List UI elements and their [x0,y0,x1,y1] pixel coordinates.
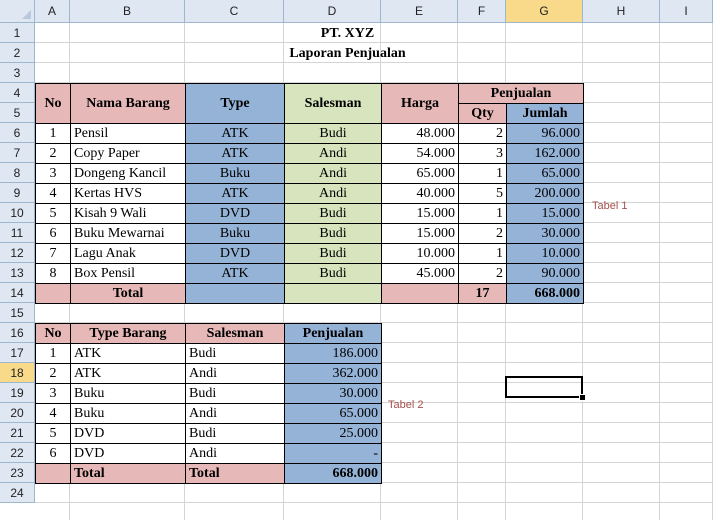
row-header[interactable]: 15 [0,303,35,323]
row-header[interactable]: 21 [0,423,35,443]
table1-jumlah-cell[interactable]: 162.000 [506,143,584,164]
table1-no-cell[interactable]: 4 [35,183,71,204]
row-header[interactable]: 4 [0,83,35,103]
table1-nama-cell[interactable]: Copy Paper [70,143,186,164]
row-header[interactable]: 8 [0,163,35,183]
row-header[interactable]: 17 [0,343,35,363]
table1-salesman-cell[interactable]: Andi [284,143,382,164]
column-header[interactable]: H [583,0,660,23]
header-salesman[interactable]: Salesman [284,83,382,124]
row-header[interactable]: 3 [0,63,35,83]
table1-type-cell[interactable]: Buku [185,163,285,184]
report-subtitle[interactable]: Laporan Penjualan [289,45,406,61]
table1-type-cell[interactable]: ATK [185,123,285,144]
table1-qty-cell[interactable]: 1 [458,243,507,264]
table1-type-cell[interactable]: DVD [185,243,285,264]
table2-penjualan-cell[interactable]: - [284,443,382,464]
table2-no-cell[interactable]: 3 [35,383,71,404]
table2-header-no[interactable]: No [35,323,71,344]
table2-type-cell[interactable]: ATK [70,363,186,384]
gridline-vertical [659,23,660,520]
table1-no-cell[interactable]: 8 [35,263,71,284]
table1-salesman-cell[interactable]: Budi [284,223,382,244]
active-cell-selection[interactable] [505,376,583,398]
row-header[interactable]: 11 [0,223,35,243]
table2-type-cell[interactable]: DVD [70,423,186,444]
table1-nama-cell[interactable]: Buku Mewarnai [70,223,186,244]
table1-total-blank[interactable] [35,283,71,304]
column-header[interactable]: B [70,0,185,23]
table1-harga-cell[interactable]: 48.000 [381,123,459,144]
table1-type-cell[interactable]: ATK [185,183,285,204]
table1-salesman-cell[interactable]: Andi [284,183,382,204]
row-header[interactable]: 9 [0,183,35,203]
row-header[interactable]: 13 [0,263,35,283]
report-company-title[interactable]: PT. XYZ [320,25,375,41]
row-header[interactable]: 14 [0,283,35,303]
table1-jumlah-cell[interactable]: 10.000 [506,243,584,264]
gridline-horizontal [35,502,713,503]
table2-no-cell[interactable]: 2 [35,363,71,384]
header-qty[interactable]: Qty [458,103,507,124]
table1-qty-cell[interactable]: 3 [458,143,507,164]
row-header[interactable]: 12 [0,243,35,263]
table1-jumlah-cell[interactable]: 96.000 [506,123,584,144]
row-header[interactable]: 10 [0,203,35,223]
table2-type-cell[interactable]: Buku [70,403,186,424]
table2-penjualan-cell[interactable]: 186.000 [284,343,382,364]
fill-handle[interactable] [579,394,586,401]
table1-qty-cell[interactable]: 2 [458,123,507,144]
row-header[interactable]: 6 [0,123,35,143]
header-harga[interactable]: Harga [381,83,459,124]
column-header[interactable]: E [381,0,458,23]
table1-jumlah-cell[interactable]: 30.000 [506,223,584,244]
table1-no-cell[interactable]: 5 [35,203,71,224]
table1-harga-cell[interactable]: 65.000 [381,163,459,184]
table2-penjualan-cell[interactable]: 25.000 [284,423,382,444]
row-header[interactable]: 23 [0,463,35,483]
table2-salesman-cell[interactable]: Budi [185,423,285,444]
row-header[interactable]: 19 [0,383,35,403]
table2-header-penjualan[interactable]: Penjualan [284,323,382,344]
table1-nama-cell[interactable]: Kertas HVS [70,183,186,204]
column-header[interactable]: C [185,0,284,23]
table1-qty-cell[interactable]: 1 [458,163,507,184]
table1-jumlah-cell[interactable]: 200.000 [506,183,584,204]
table2-total-type-label[interactable]: Total [70,463,186,484]
table2-salesman-cell[interactable]: Andi [185,443,285,464]
table1-total-jumlah[interactable]: 668.000 [506,283,584,304]
table1-no-cell[interactable]: 3 [35,163,71,184]
table1-type-cell[interactable]: ATK [185,263,285,284]
table2-type-cell[interactable]: Buku [70,383,186,404]
table2-no-cell[interactable]: 6 [35,443,71,464]
table2-penjualan-cell[interactable]: 30.000 [284,383,382,404]
row-header[interactable]: 18 [0,363,35,383]
table1-nama-cell[interactable]: Kisah 9 Wali [70,203,186,224]
table1-total-label[interactable]: Total [70,283,186,304]
header-no[interactable]: No [35,83,71,124]
table1-harga-cell[interactable]: 54.000 [381,143,459,164]
row-header[interactable]: 5 [0,103,35,123]
table2-type-cell[interactable]: ATK [70,343,186,364]
table2-no-cell[interactable]: 1 [35,343,71,364]
table1-no-cell[interactable]: 1 [35,123,71,144]
table2-total-penjualan[interactable]: 668.000 [284,463,382,484]
column-header[interactable]: A [35,0,70,23]
column-header[interactable]: G [506,0,583,23]
table1-qty-cell[interactable]: 1 [458,203,507,224]
table1-salesman-cell[interactable]: Budi [284,123,382,144]
table1-jumlah-cell[interactable]: 65.000 [506,163,584,184]
table1-no-cell[interactable]: 6 [35,223,71,244]
table1-salesman-cell[interactable]: Budi [284,263,382,284]
table1-note: Tabel 1 [592,200,628,212]
table1-harga-cell[interactable]: 15.000 [381,223,459,244]
header-jumlah[interactable]: Jumlah [506,103,584,124]
row-header[interactable]: 22 [0,443,35,463]
table2-penjualan-cell[interactable]: 362.000 [284,363,382,384]
table1-salesman-cell[interactable]: Andi [284,163,382,184]
table1-total-type-blank[interactable] [185,283,285,304]
table1-qty-cell[interactable]: 5 [458,183,507,204]
column-header[interactable]: D [284,0,381,23]
table1-type-cell[interactable]: ATK [185,143,285,164]
table1-jumlah-cell[interactable]: 15.000 [506,203,584,224]
table1-qty-cell[interactable]: 2 [458,263,507,284]
table2-total-salesman-label[interactable]: Total [185,463,285,484]
table1-qty-cell[interactable]: 2 [458,223,507,244]
table2-no-cell[interactable]: 5 [35,423,71,444]
table1-jumlah-cell[interactable]: 90.000 [506,263,584,284]
table1-harga-cell[interactable]: 40.000 [381,183,459,204]
table2-penjualan-cell[interactable]: 65.000 [284,403,382,424]
table1-salesman-cell[interactable]: Budi [284,203,382,224]
row-header[interactable]: 7 [0,143,35,163]
header-type[interactable]: Type [185,83,285,124]
table2-salesman-cell[interactable]: Andi [185,403,285,424]
row-header[interactable]: 16 [0,323,35,343]
header-penjualan[interactable]: Penjualan [458,83,584,104]
column-header[interactable]: I [660,0,713,23]
table2-no-cell[interactable]: 4 [35,403,71,424]
table1-total-harga-blank[interactable] [381,283,459,304]
table1-total-qty[interactable]: 17 [458,283,507,304]
row-header[interactable]: 2 [0,43,35,63]
table1-harga-cell[interactable]: 45.000 [381,263,459,284]
table1-nama-cell[interactable]: Pensil [70,123,186,144]
table1-salesman-cell[interactable]: Budi [284,243,382,264]
table2-header-type[interactable]: Type Barang [70,323,186,344]
table1-nama-cell[interactable]: Lagu Anak [70,243,186,264]
table2-salesman-cell[interactable]: Andi [185,363,285,384]
table2-note: Tabel 2 [388,399,424,411]
table2-type-cell[interactable]: DVD [70,443,186,464]
row-header[interactable]: 20 [0,403,35,423]
row-header[interactable]: 24 [0,483,35,503]
column-header[interactable]: F [458,0,506,23]
table2-salesman-cell[interactable]: Budi [185,343,285,364]
table1-nama-cell[interactable]: Dongeng Kancil [70,163,186,184]
row-header[interactable]: 1 [0,23,35,43]
table2-total-blank[interactable] [35,463,71,484]
table2-header-salesman[interactable]: Salesman [185,323,285,344]
select-all-corner[interactable] [0,0,35,23]
table1-no-cell[interactable]: 7 [35,243,71,264]
table1-no-cell[interactable]: 2 [35,143,71,164]
table2-salesman-cell[interactable]: Budi [185,383,285,404]
table1-total-salesman-blank[interactable] [284,283,382,304]
table1-harga-cell[interactable]: 15.000 [381,203,459,224]
table1-nama-cell[interactable]: Box Pensil [70,263,186,284]
table1-type-cell[interactable]: Buku [185,223,285,244]
table1-type-cell[interactable]: DVD [185,203,285,224]
table1-harga-cell[interactable]: 10.000 [381,243,459,264]
header-nama-barang[interactable]: Nama Barang [70,83,186,124]
